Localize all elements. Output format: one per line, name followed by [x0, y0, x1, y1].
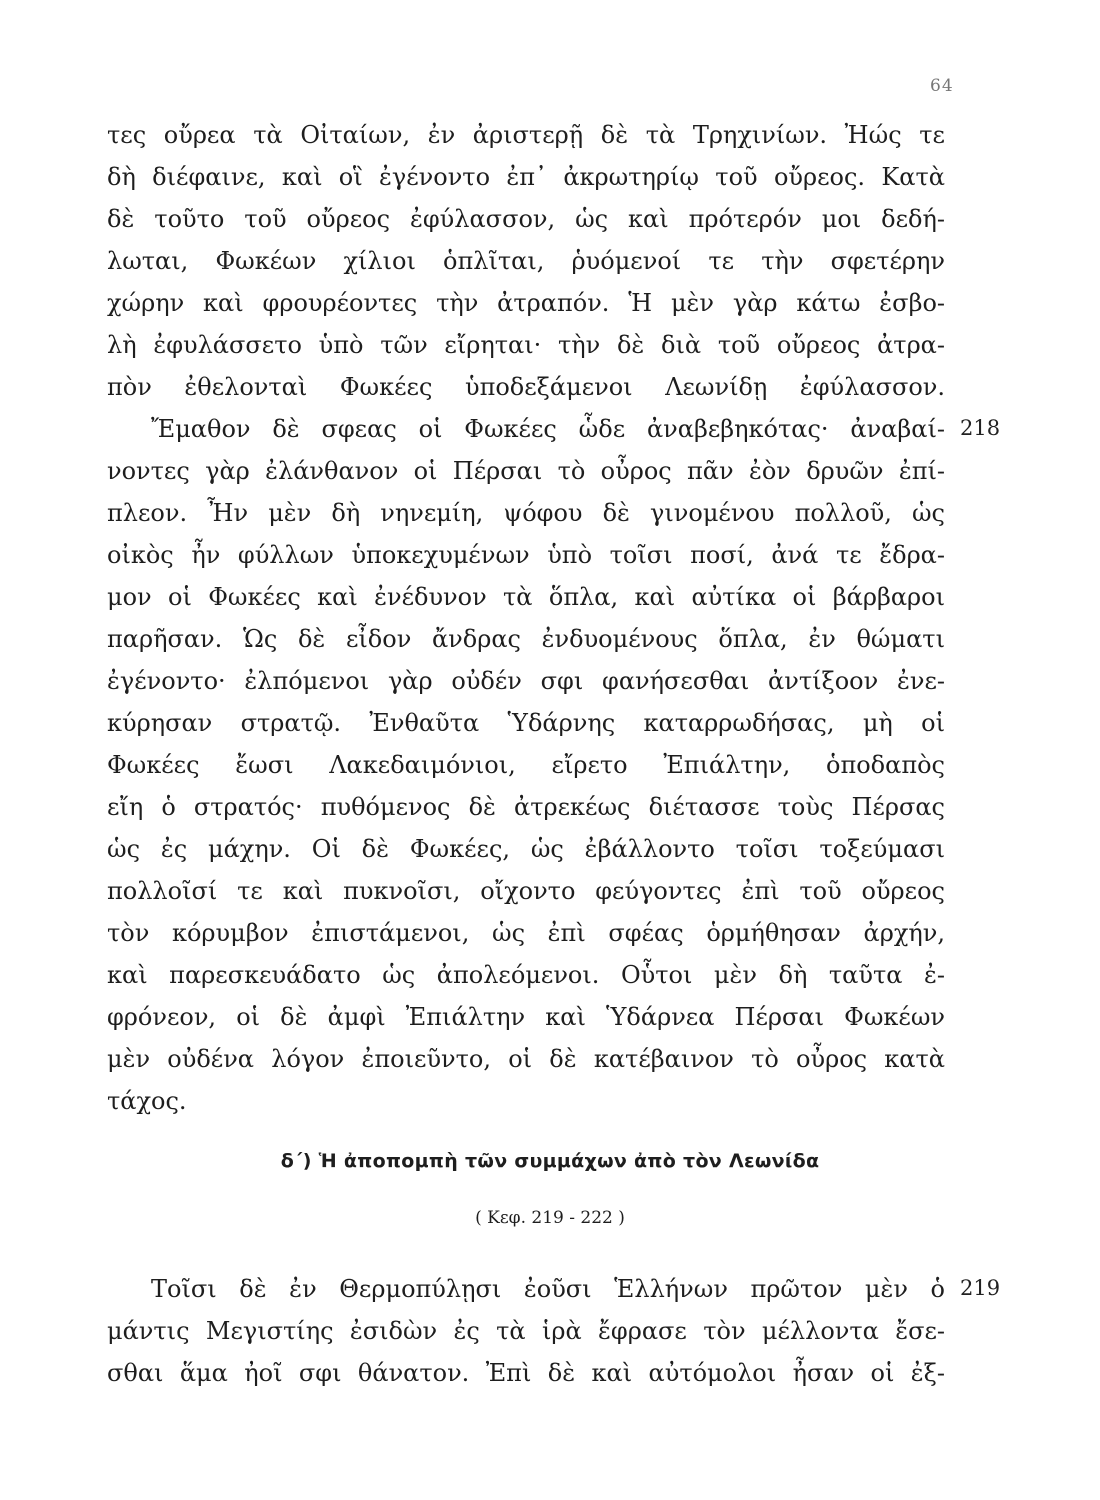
margin-section-number: 219	[960, 1276, 1001, 1300]
text-line: Φωκέες ἔωσι Λακεδαιμόνιοι, εἴρετο Ἐπιάλτην, ὁποδαπὸς	[107, 751, 945, 779]
text-line: πλεον. Ἦν μὲν δὴ νηνεμίη, ψόφου δὲ γινομένου πολλοῦ, ὡς	[107, 499, 945, 527]
margin-section-number: 218	[960, 416, 1001, 440]
text-line: μον οἱ Φωκέες καὶ ἐνέδυνον τὰ ὅπλα, καὶ αὐτίκα οἱ βάρβαροι	[107, 583, 945, 611]
text-line: Τοῖσι δὲ ἐν Θερμοπύλῃσι ἐοῦσι Ἑλλήνων πρῶτον μὲν ὁ	[151, 1275, 945, 1303]
text-line: νοντες γὰρ ἐλάνθανον οἱ Πέρσαι τὸ οὖρος πᾶν ἐὸν δρυῶν ἐπί-	[107, 457, 945, 485]
text-line: δὲ τοῦτο τοῦ οὔρεος ἐφύλασσον, ὡς καὶ πρότερόν μοι δεδή-	[107, 205, 945, 233]
text-line: οἰκὸς ἦν φύλλων ὑποκεχυμένων ὑπὸ τοῖσι ποσί, ἀνά τε ἔδρα-	[107, 541, 945, 569]
text-line: φρόνεον, οἱ δὲ ἀμφὶ Ἐπιάλτην καὶ Ὑδάρνεα Πέρσαι Φωκέων	[107, 1003, 945, 1031]
section-heading: δ΄) Ἡ ἀποπομπὴ τῶν συμμάχων ἀπὸ τὸν Λεωνίδα	[280, 1150, 820, 1172]
text-line: χώρην καὶ φρουρέοντες τὴν ἀτραπόν. Ἡ μὲν γὰρ κάτω ἐσβο-	[107, 289, 945, 317]
text-line: ἐγένοντο· ἐλπόμενοι γὰρ οὐδέν σφι φανήσεσθαι ἀντίξοον ἐνε-	[107, 667, 945, 695]
text-line: πολλοῖσί τε καὶ πυκνοῖσι, οἴχοντο φεύγοντες ἐπὶ τοῦ οὔρεος	[107, 877, 945, 905]
text-line: σθαι ἅμα ἠοῖ σφι θάνατον. Ἐπὶ δὲ καὶ αὐτόμολοι ἦσαν οἱ ἐξ-	[107, 1359, 945, 1387]
text-line: Ἔμαθον δὲ σφεας οἱ Φωκέες ὧδε ἀναβεβηκότας· ἀναβαί-	[151, 415, 945, 443]
text-line: τες οὔρεα τὰ Οἰταίων, ἐν ἀριστερῇ δὲ τὰ Τρηχινίων. Ἠώς τε	[107, 121, 945, 149]
text-line: τάχος.	[107, 1087, 187, 1115]
text-line: εἴη ὁ στρατός· πυθόμενος δὲ ἀτρεκέως διέτασσε τοὺς Πέρσας	[107, 793, 945, 821]
text-line: μὲν οὐδένα λόγον ἐποιεῦντο, οἱ δὲ κατέβαινον τὸ οὖρος κατὰ	[107, 1045, 945, 1073]
text-line: δὴ διέφαινε, καὶ οἳ ἐγένοντο ἐπ᾽ ἀκρωτηρίῳ τοῦ οὔρεος. Κατὰ	[107, 163, 945, 191]
text-line: μάντις Μεγιστίης ἐσιδὼν ἐς τὰ ἱρὰ ἔφρασε τὸν μέλλοντα ἔσε-	[107, 1317, 945, 1345]
text-line: παρῆσαν. Ὡς δὲ εἶδον ἄνδρας ἐνδυομένους ὅπλα, ἐν θώματι	[107, 625, 945, 653]
text-line: καὶ παρεσκευάδατο ὡς ἀπολεόμενοι. Οὗτοι μὲν δὴ ταῦτα ἐ-	[107, 961, 945, 989]
text-line: τὸν κόρυμβον ἐπιστάμενοι, ὡς ἐπὶ σφέας ὁρμήθησαν ἀρχήν,	[107, 919, 945, 947]
text-line: ὡς ἐς μάχην. Οἱ δὲ Φωκέες, ὡς ἐβάλλοντο τοῖσι τοξεύμασι	[107, 835, 945, 863]
text-line: κύρησαν στρατῷ. Ἐνθαῦτα Ὑδάρνης καταρρωδήσας, μὴ οἱ	[107, 709, 945, 737]
page-number: 64	[930, 76, 954, 96]
section-subheading: ( Κεφ. 219 - 222 )	[475, 1208, 625, 1228]
text-line: πὸν ἐθελονταὶ Φωκέες ὑποδεξάμενοι Λεωνίδῃ ἐφύλασσον.	[107, 373, 945, 401]
text-line: λωται, Φωκέων χίλιοι ὁπλῖται, ῥυόμενοί τε τὴν σφετέρην	[107, 247, 945, 275]
text-line: λὴ ἐφυλάσσετο ὑπὸ τῶν εἴρηται· τὴν δὲ διὰ τοῦ οὔρεος ἀτρα-	[107, 331, 945, 359]
